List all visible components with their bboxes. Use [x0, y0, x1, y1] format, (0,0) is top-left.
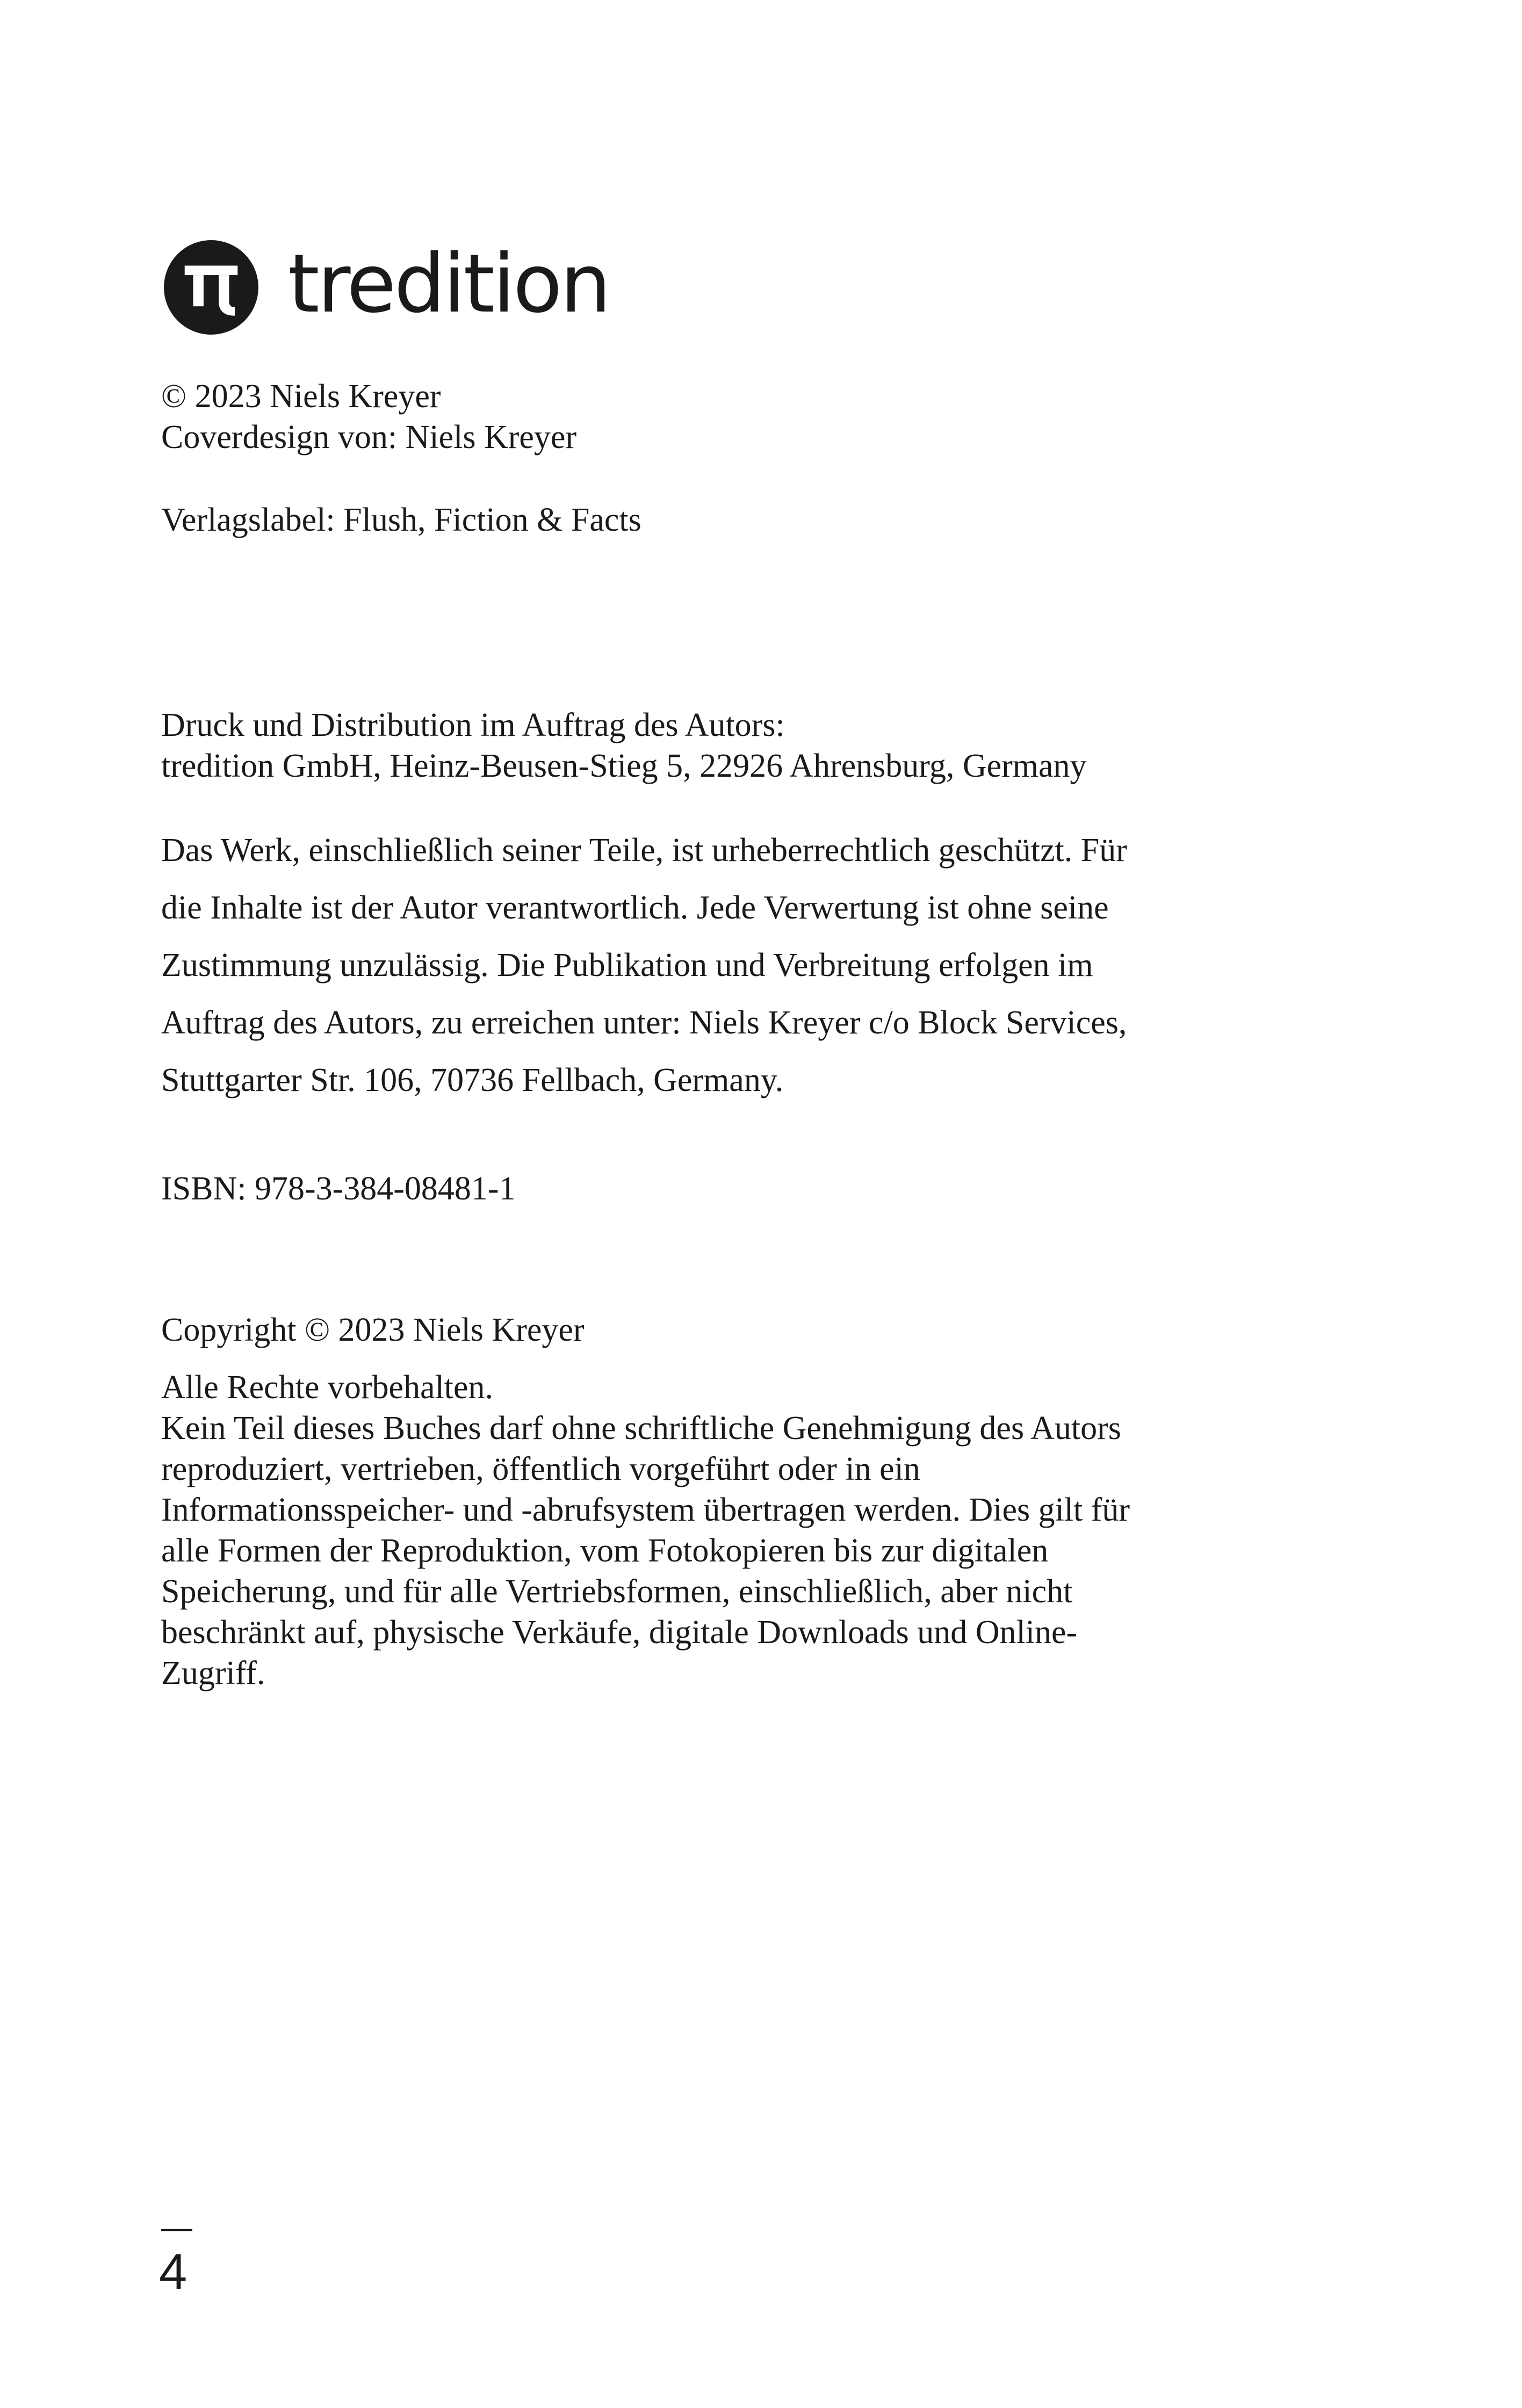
legal-line: Stuttgarter Str. 106, 70736 Fellbach, Germany. — [161, 1062, 784, 1098]
publisher-label-block — [161, 500, 1397, 540]
isbn-line: ISBN: 978-3-384-08481-1 — [161, 1170, 516, 1207]
print-line-2: tredition GmbH, Heinz-Beusen-Stieg 5, 22926 Ahrensburg, Germany — [161, 748, 1087, 784]
copyright-notice-line: Zugriff. — [161, 1655, 265, 1691]
publisher-name: tredition — [288, 237, 609, 331]
publisher-logo — [164, 239, 609, 336]
copyright-title-block — [161, 1310, 1397, 1350]
copyright-line: © 2023 Niels Kreyer — [161, 378, 441, 415]
copyright-notice-line: Kein Teil dieses Buches darf ohne schriftliche Genehmigung des Autors — [161, 1410, 1121, 1447]
page-number: 4 — [159, 2243, 187, 2299]
credits-block — [161, 376, 1397, 458]
print-line-1: Druck und Distribution im Auftrag des Autors: — [161, 707, 785, 743]
cover-design-line: Coverdesign von: Niels Kreyer — [161, 419, 577, 455]
isbn-block — [161, 1168, 1397, 1209]
legal-line: Das Werk, einschließlich seiner Teile, ist urheberrechtlich geschützt. Für — [161, 832, 1127, 869]
footer-divider — [161, 2229, 192, 2231]
print-distribution-block — [161, 705, 1397, 786]
copyright-notice-line: Speicherung, und für alle Vertriebsformen, einschließlich, aber nicht — [161, 1573, 1073, 1610]
copyright-notice-block — [161, 1367, 1397, 1694]
copyright-title: Copyright © 2023 Niels Kreyer — [161, 1312, 585, 1348]
legal-line: Auftrag des Autors, zu erreichen unter: Niels Kreyer c/o Block Services, — [161, 1004, 1127, 1041]
tredition-logo-icon — [164, 240, 258, 335]
legal-line: Zustimmung unzulässig. Die Publikation und Verbreitung erfolgen im — [161, 947, 1093, 984]
copyright-notice-line: beschränkt auf, physische Verkäufe, digitale Downloads und Online- — [161, 1614, 1078, 1651]
legal-line: die Inhalte ist der Autor verantwortlich. Jede Verwertung ist ohne seine — [161, 890, 1109, 926]
copyright-notice-line: alle Formen der Reproduktion, vom Fotokopieren bis zur digitalen — [161, 1532, 1049, 1569]
copyright-notice-line: Informationsspeicher- und -abrufsystem übertragen werden. Dies gilt für — [161, 1492, 1130, 1528]
publisher-label-line: Verlagslabel: Flush, Fiction & Facts — [161, 502, 641, 538]
legal-notice-block — [161, 822, 1397, 1109]
copyright-notice-line: Alle Rechte vorbehalten. — [161, 1369, 494, 1406]
copyright-notice-line: reproduziert, vertrieben, öffentlich vorgeführt oder in ein — [161, 1451, 920, 1487]
